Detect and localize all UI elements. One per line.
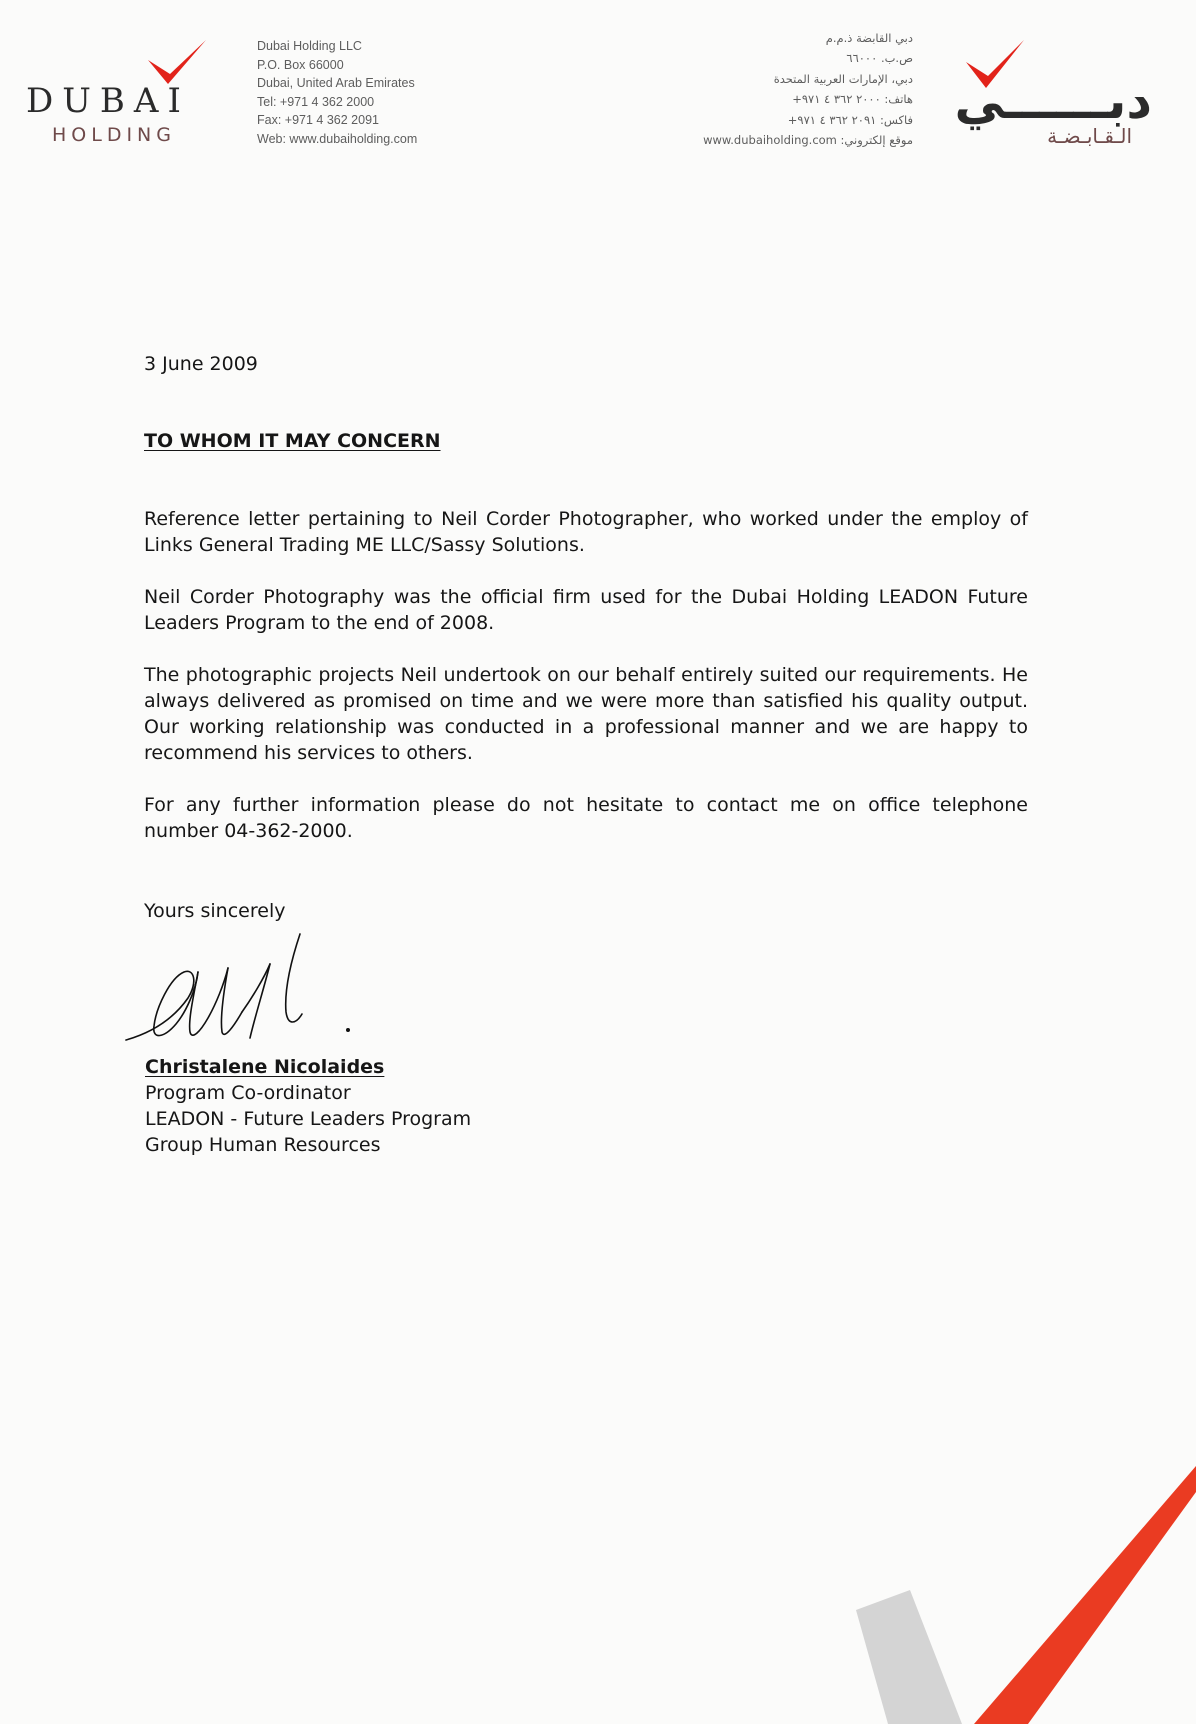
website: Web: www.dubaiholding.com	[257, 131, 418, 146]
company-name: Dubai Holding LLC	[257, 39, 362, 53]
city-country-ar: دبي، الإمارات العربية المتحدة	[773, 71, 913, 86]
signatory-title: Program Co-ordinator	[145, 1082, 351, 1104]
address-en	[257, 37, 417, 149]
telephone-ar: هاتف: ٢٠٠٠ ٣٦٢ ٤ ٩٧١+	[792, 92, 913, 107]
logo-word-ar: دبــــــي	[954, 72, 1152, 130]
paragraph-3: The photographic projects Neil undertook on our behalf entirely suited our requirements. He always delivered as promised on time and we were more than satisfied his quality output. Our working relationship was conducted in a professional manner and we are happy to recommend his services to others.	[144, 664, 1028, 764]
company-name-ar: دبي القابضة ذ.م.م	[825, 31, 913, 45]
signatory-program: LEADON - Future Leaders Program	[145, 1108, 472, 1130]
corner-tick-icon	[850, 1460, 1196, 1724]
po-box: P.O. Box 66000	[257, 57, 344, 72]
fax-ar: فاكس: ٢٠٩١ ٣٦٢ ٤ ٩٧١+	[787, 112, 913, 127]
dubai-holding-logo-ar	[954, 38, 1152, 148]
logo-subword-ar: الـقـابـضـة	[1047, 124, 1132, 148]
logo-word: DUBAI	[26, 81, 190, 121]
logo-subword: HOLDING	[52, 124, 176, 146]
paragraph-4: For any further information please do not hesitate to contact me on office telephone number 04-362-2000.	[144, 794, 1028, 842]
fax: Fax: +971 4 362 2091	[257, 113, 379, 128]
website-ar: www.dubaiholding.com :موقع إلكتروني	[703, 133, 913, 148]
paragraph-2: Neil Corder Photography was the official firm used for the Dubai Holding LEADON Future Leaders Program to the end of 2008.	[144, 586, 1028, 634]
closing: Yours sincerely	[144, 900, 286, 922]
letter-subject: TO WHOM IT MAY CONCERN	[144, 430, 441, 452]
dubai-holding-logo	[26, 36, 216, 146]
city-country: Dubai, United Arab Emirates	[257, 76, 415, 91]
signatory-department: Group Human Resources	[145, 1134, 381, 1156]
po-box-ar: ص.ب. ٦٦٠٠٠	[846, 51, 913, 66]
signatory-block	[145, 1054, 471, 1158]
address-ar	[703, 28, 913, 150]
telephone: Tel: +971 4 362 2000	[257, 94, 375, 109]
handwritten-signature	[124, 928, 364, 1048]
signatory-name: Christalene Nicolaides	[145, 1056, 385, 1078]
red-tick-icon	[144, 38, 210, 86]
letter-date: 3 June 2009	[144, 353, 258, 375]
paragraph-1: Reference letter pertaining to Neil Corder Photographer, who worked under the employ of Links General Trading ME LLC/Sassy Solutions.	[144, 508, 1028, 556]
